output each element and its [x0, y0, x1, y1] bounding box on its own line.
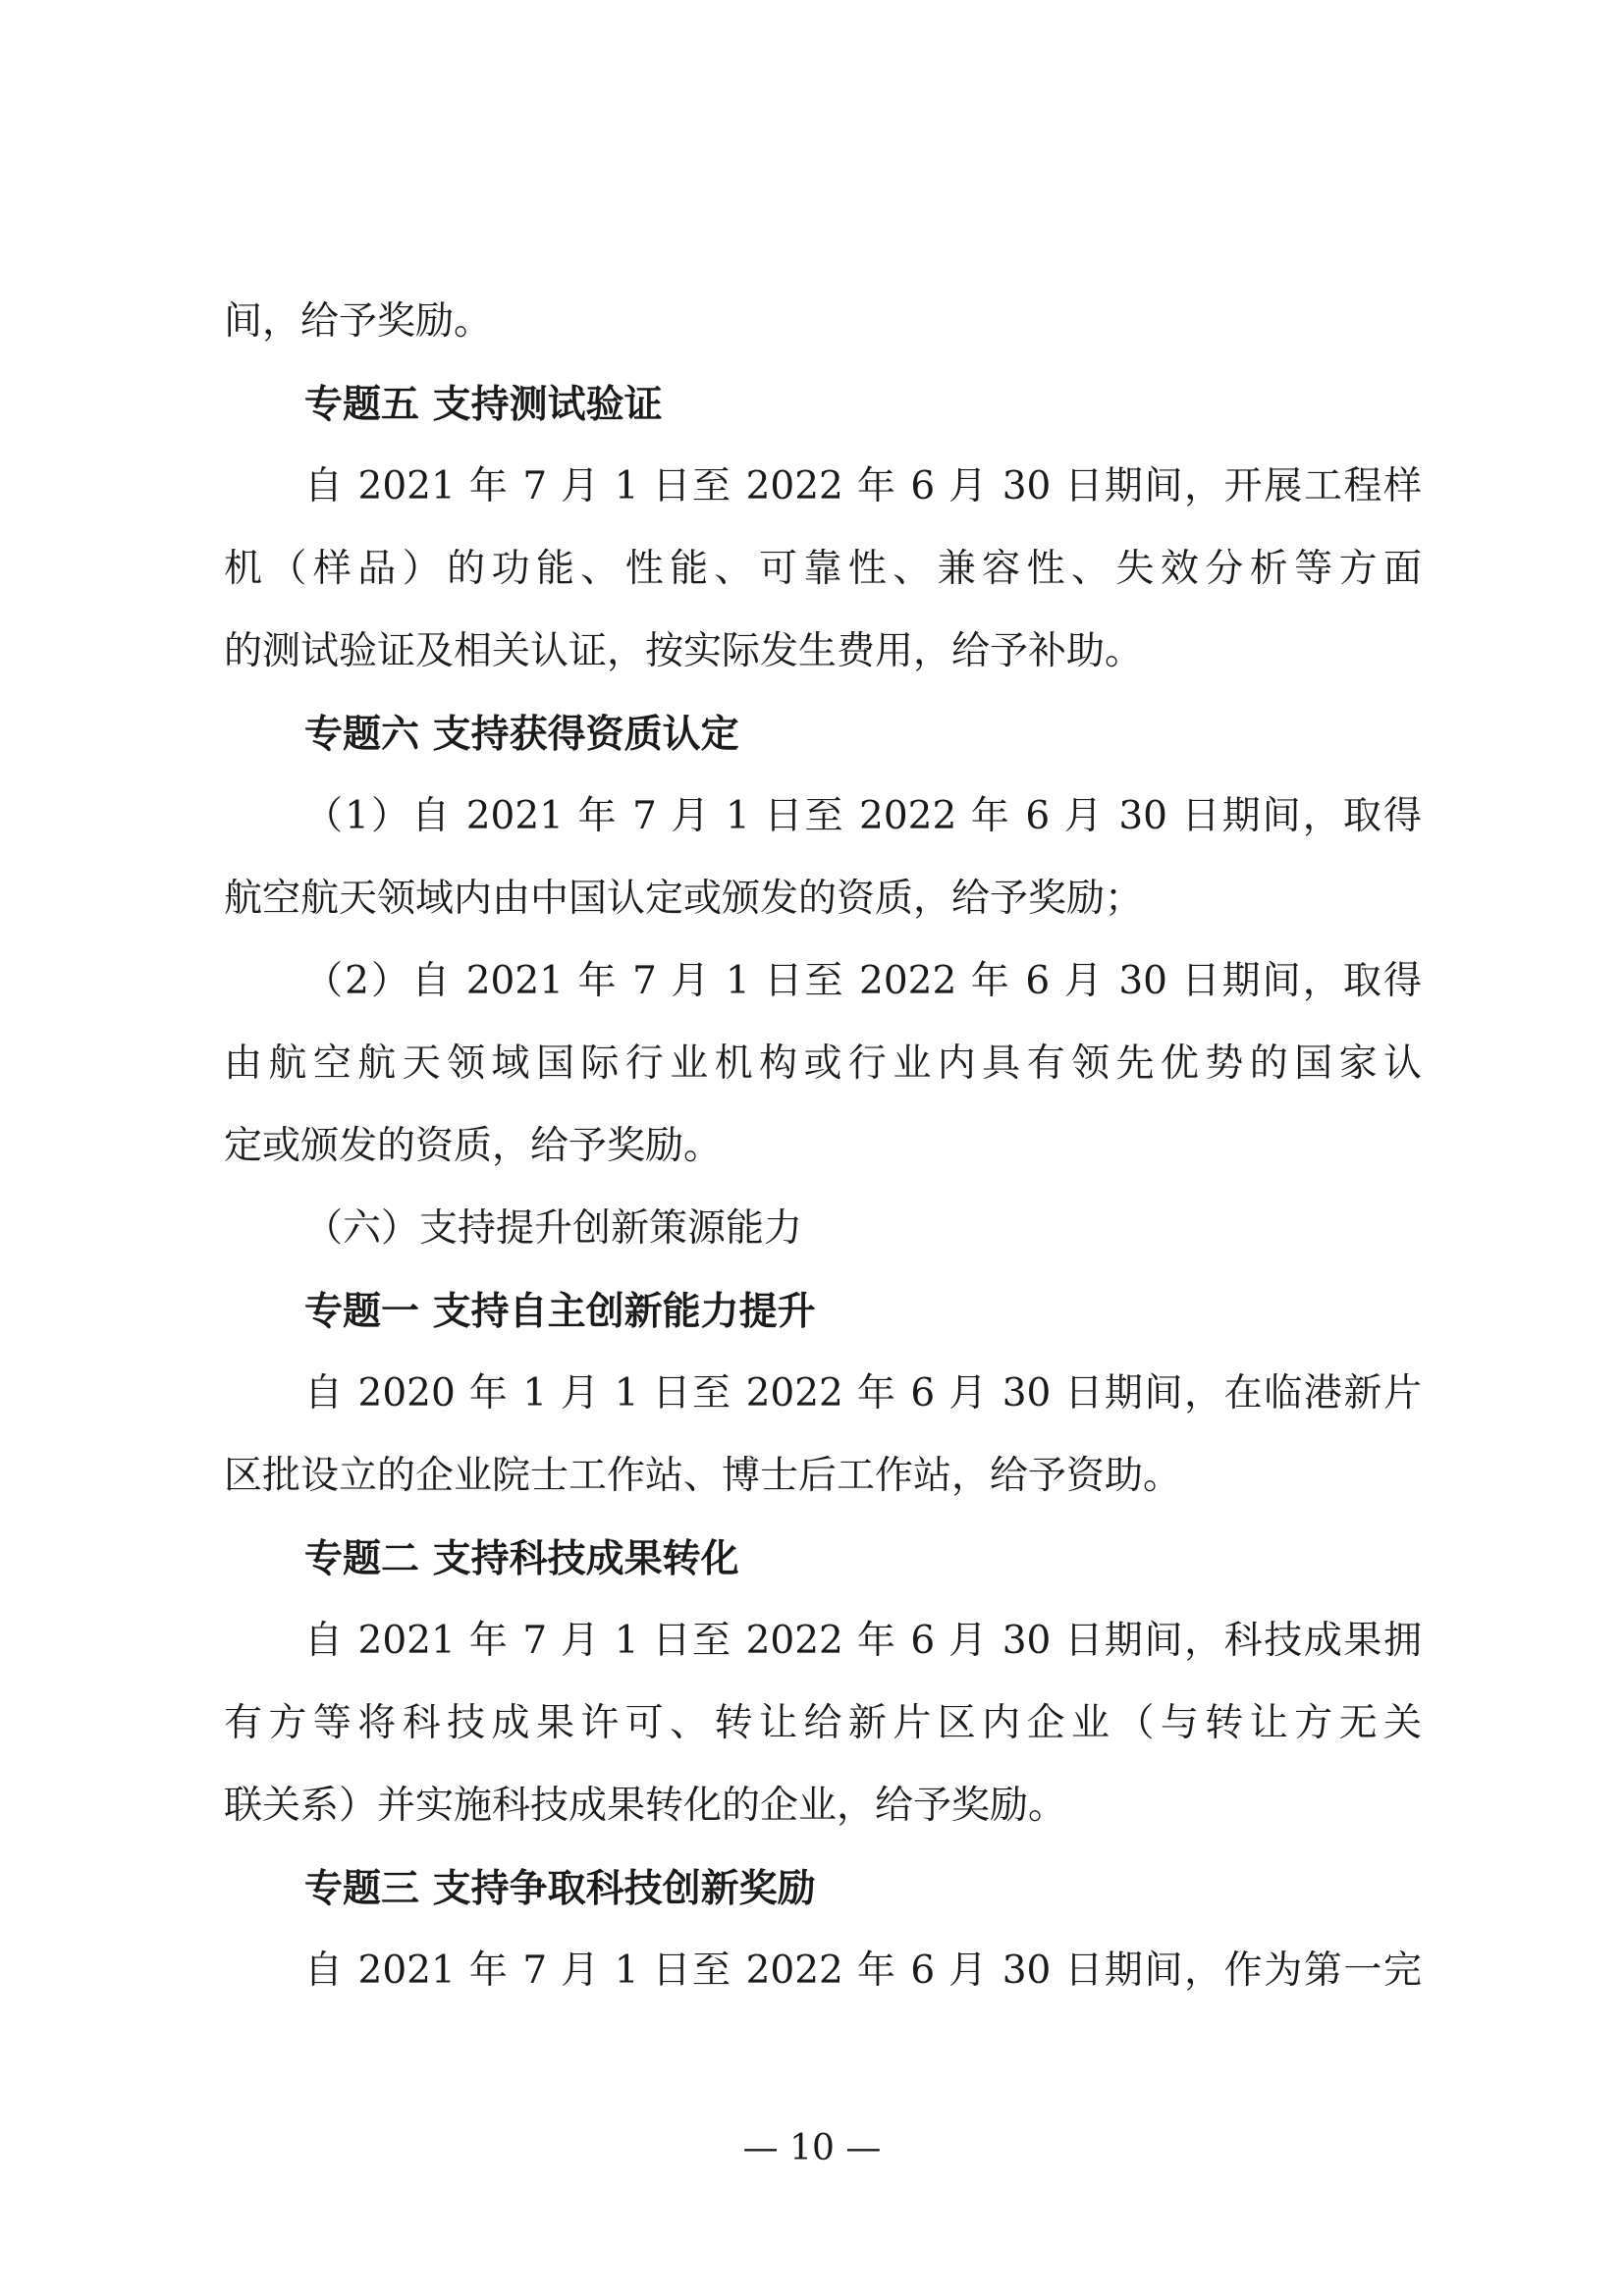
paragraph-line: 机（样品）的功能、性能、可靠性、兼容性、失效分析等方面 [224, 547, 1422, 591]
section-heading: 专题六 支持获得资质认定 [304, 712, 739, 757]
paragraph-line: 自 2020 年 1 月 1 日至 2022 年 6 月 30 日期间，在临港新片 [304, 1371, 1422, 1415]
paragraph-line: （2）自 2021 年 7 月 1 日至 2022 年 6 月 30 日期间，取得 [304, 959, 1422, 1003]
paragraph-line: 由航空航天领域国际行业机构或行业内具有领先优势的国家认 [224, 1041, 1422, 1086]
page-number: — 10 — [742, 2128, 882, 2168]
paragraph-line: 区批设立的企业院士工作站、博士后工作站，给予资助。 [224, 1454, 1182, 1498]
paragraph-line: 自 2021 年 7 月 1 日至 2022 年 6 月 30 日期间，作为第一完 [304, 1949, 1422, 1993]
paragraph-line: 间，给予奖励。 [224, 299, 493, 344]
subsection-heading: （六）支持提升创新策源能力 [304, 1206, 803, 1251]
section-heading: 专题五 支持测试验证 [304, 382, 663, 427]
paragraph-line: 自 2021 年 7 月 1 日至 2022 年 6 月 30 日期间，科技成果拥 [304, 1619, 1422, 1663]
paragraph-line: 有方等将科技成果许可、转让给新片区内企业（与转让方无关 [224, 1701, 1422, 1745]
paragraph-line: 定或颁发的资质，给予奖励。 [224, 1124, 723, 1168]
section-heading: 专题二 支持科技成果转化 [304, 1536, 739, 1581]
paragraph-line: 联关系）并实施科技成果转化的企业，给予奖励。 [224, 1784, 1067, 1828]
section-heading: 专题一 支持自主创新能力提升 [304, 1289, 816, 1334]
paragraph-line: 自 2021 年 7 月 1 日至 2022 年 6 月 30 日期间，开展工程样 [304, 464, 1422, 508]
paragraph-line: 航空航天领域内由中国认定或颁发的资质，给予奖励； [224, 877, 1144, 921]
paragraph-line: 的测试验证及相关认证，按实际发生费用，给予补助。 [224, 629, 1144, 673]
section-heading: 专题三 支持争取科技创新奖励 [304, 1866, 816, 1911]
paragraph-line: （1）自 2021 年 7 月 1 日至 2022 年 6 月 30 日期间，取得 [304, 794, 1422, 838]
